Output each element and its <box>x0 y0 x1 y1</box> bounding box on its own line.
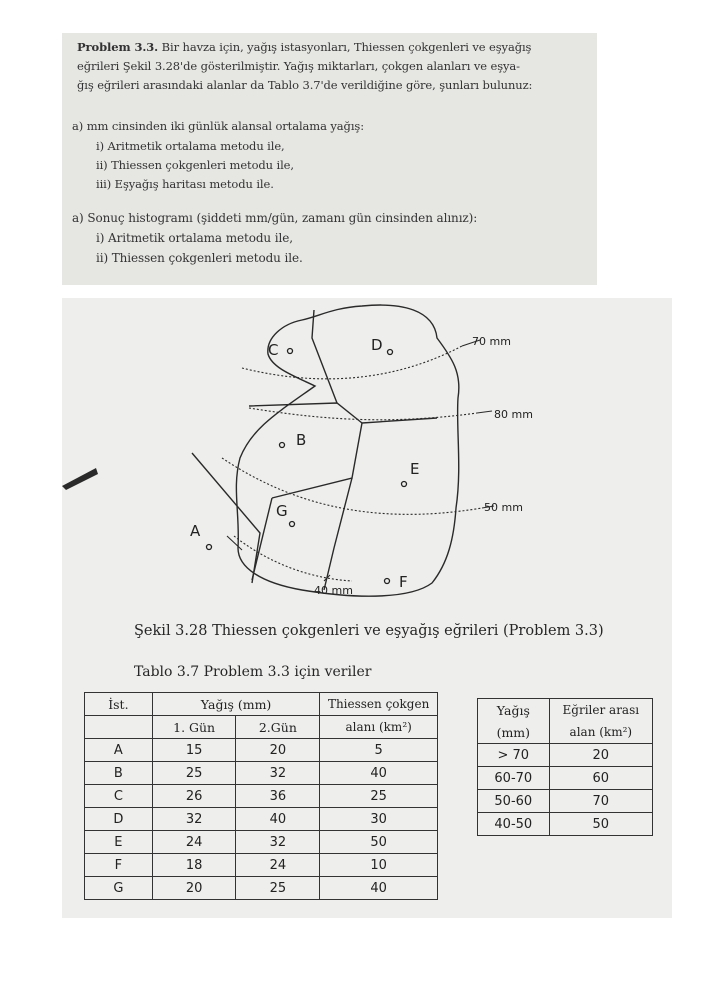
thiessen-line <box>272 423 362 498</box>
table-row <box>85 785 438 808</box>
table-cell: 40-50 <box>478 813 550 836</box>
table-cell: 32 <box>152 808 236 831</box>
table-cell: 30 <box>320 808 438 831</box>
pen-tip-icon <box>60 462 100 492</box>
station-B-marker <box>280 443 285 448</box>
isohyet-label-80: 80 mm <box>494 408 533 421</box>
table-cell: 25 <box>320 785 438 808</box>
figure-and-tables-photo <box>62 298 672 918</box>
header-rain-unit: (mm) <box>478 721 550 744</box>
table-row <box>478 767 653 790</box>
thiessen-line <box>192 453 260 583</box>
header-area: Eğriler arası <box>549 699 652 722</box>
table-cell: 18 <box>152 854 236 877</box>
station-A-marker <box>207 545 212 550</box>
station-F-marker <box>385 579 390 584</box>
station-C-marker <box>288 349 293 354</box>
part-a1-item-3: iii) Eşyağış haritası metodu ile. <box>96 177 274 191</box>
isohyet-label-50: 50 mm <box>484 501 523 514</box>
table-cell: 10 <box>320 854 438 877</box>
header-area-unit: alanı (km²) <box>320 716 438 739</box>
header-rain: Yağış <box>478 699 550 722</box>
isohyet-50 <box>222 458 482 514</box>
table-cell: 26 <box>152 785 236 808</box>
table-row <box>85 877 438 900</box>
table-cell: 70 <box>549 790 652 813</box>
table-cell: 5 <box>320 739 438 762</box>
table-cell: A <box>85 739 153 762</box>
table-cell: 15 <box>152 739 236 762</box>
table-cell: 20 <box>549 744 652 767</box>
table-cell: 60 <box>549 767 652 790</box>
table-cell: 60-70 <box>478 767 550 790</box>
part-a2-item-2: ii) Thiessen çokgenleri metodu ile. <box>96 251 303 265</box>
table-cell: 40 <box>320 877 438 900</box>
station-label-B: B <box>296 431 307 449</box>
header-station: İst. <box>85 693 153 716</box>
part-a1-title: a) mm cinsinden iki günlük alansal ortalama yağış: <box>72 119 364 133</box>
isohyet-80 <box>249 408 477 420</box>
table-cell: 36 <box>236 785 320 808</box>
station-label-D: D <box>371 336 383 354</box>
table-cell: 32 <box>236 762 320 785</box>
table-cell: C <box>85 785 153 808</box>
part-a2-item-1: i) Aritmetik ortalama metodu ile, <box>96 231 293 245</box>
table-cell: 40 <box>236 808 320 831</box>
station-data-table <box>84 692 438 900</box>
station-label-C: C <box>268 341 279 359</box>
table-row <box>85 808 438 831</box>
table-row <box>478 744 653 767</box>
table-cell: 25 <box>236 877 320 900</box>
isohyet-label-70: 70 mm <box>472 335 511 348</box>
table-cell: 50 <box>320 831 438 854</box>
part-a1-item-1: i) Aritmetik ortalama metodu ile, <box>96 139 285 153</box>
table-cell: 32 <box>236 831 320 854</box>
station-G-marker <box>290 522 295 527</box>
table-row <box>85 854 438 877</box>
station-label-E: E <box>410 460 420 478</box>
table-cell: 50-60 <box>478 790 550 813</box>
table-cell <box>85 716 153 739</box>
problem-line-3: ğış eğrileri arasındaki alanlar da Tablo 3.7'de verildiğine göre, şunları bulunuz: <box>77 78 533 92</box>
table-cell: 20 <box>152 877 236 900</box>
station-label-F: F <box>399 573 408 591</box>
table-cell: 24 <box>236 854 320 877</box>
table-title: Tablo 3.7 Problem 3.3 için veriler <box>134 664 372 680</box>
table-cell: 40 <box>320 762 438 785</box>
isohyet-label-40: 40 mm <box>314 584 353 597</box>
table-cell: B <box>85 762 153 785</box>
header-day-2: 2.Gün <box>236 716 320 739</box>
table-row <box>85 831 438 854</box>
header-thiessen-area: Thiessen çokgen <box>320 693 438 716</box>
thiessen-line <box>312 310 337 403</box>
table-row <box>478 813 653 836</box>
part-a2-title: a) Sonuç histogramı (şiddeti mm/gün, zamanı gün cinsinden alınız): <box>72 211 478 225</box>
problem-line-2: eğrileri Şekil 3.28'de gösterilmiştir. Yağış miktarları, çokgen alanları ve eşya- <box>77 59 520 73</box>
table-cell: G <box>85 877 153 900</box>
table-row <box>85 739 438 762</box>
problem-line-1: Problem 3.3. Bir havza için, yağış istasyonları, Thiessen çokgenleri ve eşyağış <box>77 40 532 54</box>
part-a1-item-2: ii) Thiessen çokgenleri metodu ile, <box>96 158 294 172</box>
header-rainfall: Yağış (mm) <box>152 693 320 716</box>
table-cell: > 70 <box>478 744 550 767</box>
table-cell: 24 <box>152 831 236 854</box>
thiessen-line <box>249 403 362 423</box>
station-label-A: A <box>190 522 201 540</box>
station-label-G: G <box>276 502 288 520</box>
problem-statement-photo <box>62 33 597 285</box>
isohyet-40 <box>234 536 352 581</box>
table-row <box>85 762 438 785</box>
header-day-1: 1. Gün <box>152 716 236 739</box>
figure-caption: Şekil 3.28 Thiessen çokgenleri ve eşyağış eğrileri (Problem 3.3) <box>134 623 604 639</box>
thiessen-line <box>324 478 352 590</box>
table-cell: E <box>85 831 153 854</box>
table-cell: 25 <box>152 762 236 785</box>
isohyet-leader <box>227 536 242 550</box>
station-E-marker <box>402 482 407 487</box>
table-cell: F <box>85 854 153 877</box>
table-row <box>478 790 653 813</box>
header-area-unit: alan (km²) <box>549 721 652 744</box>
table-cell: 50 <box>549 813 652 836</box>
isohyet-leader <box>477 411 492 413</box>
station-D-marker <box>388 350 393 355</box>
table-cell: D <box>85 808 153 831</box>
basin-map <box>62 298 672 608</box>
table-cell: 20 <box>236 739 320 762</box>
isohyet-area-table <box>477 698 653 836</box>
